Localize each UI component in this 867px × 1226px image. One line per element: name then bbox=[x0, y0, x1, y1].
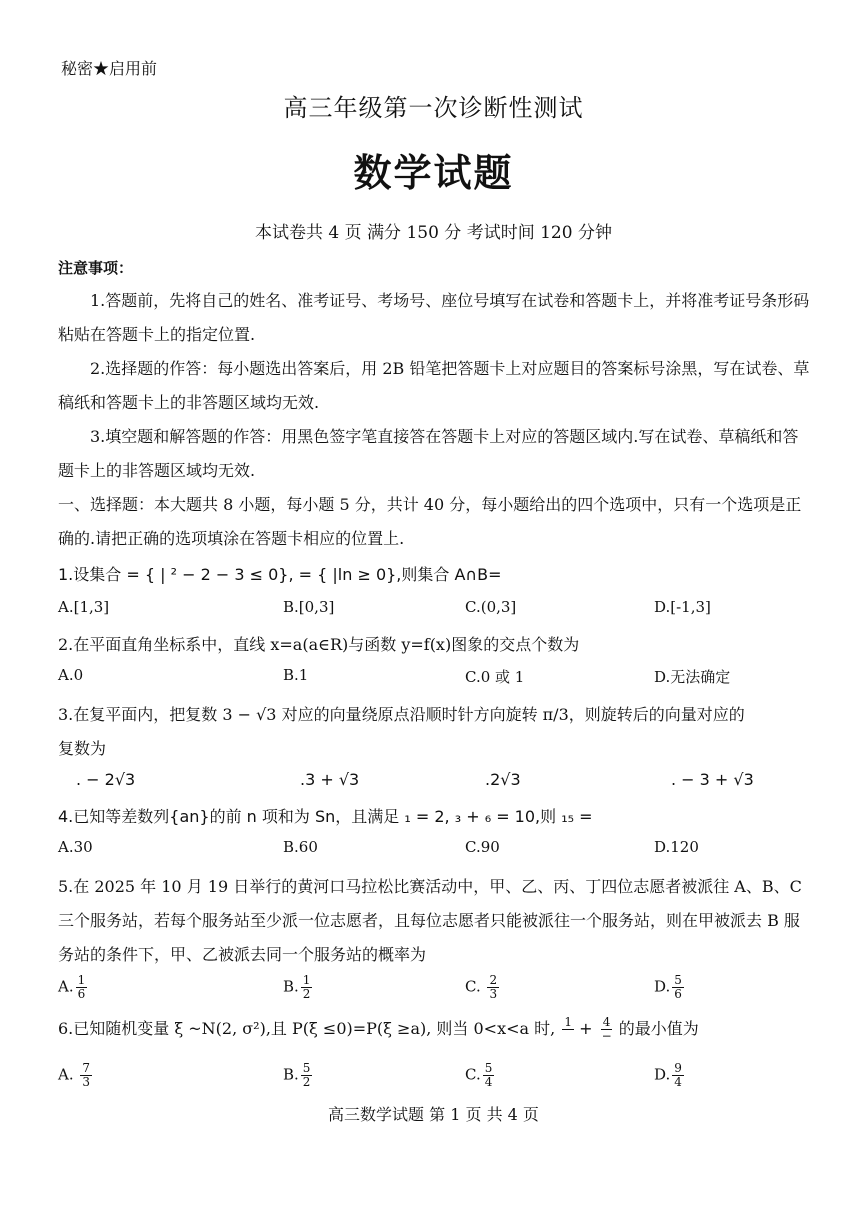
confidential-label: 秘密★启用前 bbox=[61, 59, 158, 78]
section-intro: 一、选择题：本大题共 8 小题，每小题 5 分，共计 40 分，每小题给出的四个选项中，只有一个选项是正确的.请把正确的选项填涂在答题卡相应的位置上. bbox=[58, 495, 802, 548]
q6-b-den: 2 bbox=[302, 1075, 311, 1089]
question-1-option-d: D.[-1,3] bbox=[654, 598, 711, 616]
notice-item-2: 2.选择题的作答：每小题选出答案后，用 2B 铅笔把答题卡上对应题目的答案标号涂黑，写在试卷、草稿纸和答题卡上的非答题区域均无效. bbox=[58, 359, 810, 412]
question-5-option-b: B. $\frac{1}{2}$ bbox=[283, 973, 311, 1001]
question-5-option-a: A. $\frac{1}{6}$ bbox=[58, 973, 86, 1001]
q6-d-num: 9 bbox=[674, 1061, 682, 1075]
question-3-stem-line2: 复数为 bbox=[58, 739, 107, 758]
q5-a-den: 6 bbox=[77, 987, 86, 1001]
question-2-option-b: B.1 bbox=[283, 666, 309, 684]
question-4-option-a: A.30 bbox=[58, 838, 93, 856]
q6-a-den: 3 bbox=[82, 1075, 91, 1089]
q6-c-num: 5 bbox=[484, 1061, 493, 1075]
q6-frac2-num: 4 bbox=[602, 1015, 611, 1029]
question-3-option-a: . − 2√3 bbox=[76, 770, 136, 789]
q5-a-num: 1 bbox=[77, 973, 86, 987]
question-6-option-b: B. $\frac{5}{2}$ bbox=[283, 1061, 311, 1089]
exam-meta: 本试卷共 4 页 满分 150 分 考试时间 120 分钟 bbox=[255, 223, 612, 243]
question-5-option-d: D. $\frac{5}{6}$ bbox=[654, 973, 682, 1001]
question-6-option-c: C. $\frac{5}{4}$ bbox=[465, 1061, 493, 1089]
question-2-option-d: D.无法确定 bbox=[654, 668, 731, 686]
question-1-option-a: A.[1,3] bbox=[58, 598, 110, 616]
q5-d-den: 6 bbox=[674, 987, 682, 1001]
q6-d-den: 4 bbox=[674, 1075, 682, 1089]
question-4-option-d: D.120 bbox=[654, 838, 699, 856]
q6-b-num: 5 bbox=[302, 1061, 311, 1075]
question-4-stem: 4.已知等差数列{an}的前 n 项和为 Sn，且满足 ₁ = 2, ₃ + ₆ = 10,则 ₁₅ = bbox=[58, 807, 593, 826]
question-1-stem: 1.设集合 = { | ² − 2 − 3 ≤ 0}, = { |ln ≥ 0},则集合 A∩B= bbox=[58, 565, 502, 584]
q5-b-num: 1 bbox=[302, 973, 311, 987]
question-5-option-c: C. $\frac{2}{3}$ bbox=[465, 973, 498, 1001]
question-4-option-b: B.60 bbox=[283, 838, 318, 856]
question-2-option-c: C.0 或 1 bbox=[465, 668, 525, 686]
question-4-option-c: C.90 bbox=[465, 838, 500, 856]
question-1-option-c: C.(0,3] bbox=[465, 598, 517, 616]
question-6-stem: 6.已知随机变量 ξ ~N(2, σ²),且 P(ξ ≤0)=P(ξ ≥a), 则当 0<x<a 时, 1 + $\frac{4}{-}$ 的最小值为 bbox=[58, 1015, 699, 1043]
q5-b-den: 2 bbox=[302, 987, 311, 1001]
q5-c-num: 2 bbox=[489, 973, 498, 987]
question-2-option-a: A.0 bbox=[58, 666, 84, 684]
q6-frac1-den bbox=[564, 1030, 572, 1043]
subject-title: 数学试题 bbox=[353, 151, 514, 195]
q6-frac2-den: − bbox=[601, 1029, 612, 1043]
question-5-stem: 5.在 2025 年 10 月 19 日举行的黄河口马拉松比赛活动中，甲、乙、丙、丁四位志愿者被派往 A、B、C 三个服务站，若每个服务站至少派一位志愿者，且每位志愿者只能被派往一个服务站，则在甲被派去 B 服务站的条件下，甲、乙被派去同一个服务站的概率为 bbox=[58, 877, 802, 964]
q6-frac1-num: 1 bbox=[564, 1015, 572, 1029]
q6-c-den: 4 bbox=[484, 1075, 493, 1089]
question-3-option-c: .2√3 bbox=[485, 770, 521, 789]
question-3-option-d: . − 3 + √3 bbox=[671, 770, 754, 789]
question-6-option-d: D. $\frac{9}{4}$ bbox=[654, 1061, 682, 1089]
question-6-option-a: A. $\frac{7}{3}$ bbox=[58, 1061, 91, 1089]
notice-item-3: 3.填空题和解答题的作答：用黑色签字笔直接答在答题卡上对应的答题区域内.写在试卷、草稿纸和答题卡上的非答题区域均无效. bbox=[58, 427, 799, 480]
q5-d-num: 5 bbox=[674, 973, 682, 987]
notice-item-1: 1.答题前，先将自己的姓名、准考证号、考场号、座位号填写在试卷和答题卡上，并将准考证号条形码粘贴在答题卡上的指定位置. bbox=[58, 291, 810, 344]
q6-a-num: 7 bbox=[82, 1061, 91, 1075]
question-1-option-b: B.[0,3] bbox=[283, 598, 335, 616]
q5-c-den: 3 bbox=[489, 987, 498, 1001]
question-2-stem: 2.在平面直角坐标系中，直线 x=a(a∈R)与函数 y=f(x)图象的交点个数为 bbox=[58, 635, 580, 654]
notice-heading: 注意事项： bbox=[58, 259, 134, 277]
question-3-stem-line1: 3.在复平面内，把复数 3 − √3 对应的向量绕原点沿顺时针方向旋转 π/3，则旋转后的向量对应的 bbox=[58, 705, 745, 724]
page-footer: 高三数学试题 第 1 页 共 4 页 bbox=[328, 1105, 539, 1124]
question-3-option-b: .3 + √3 bbox=[300, 770, 360, 789]
exam-title: 高三年级第一次诊断性测试 bbox=[283, 94, 584, 122]
